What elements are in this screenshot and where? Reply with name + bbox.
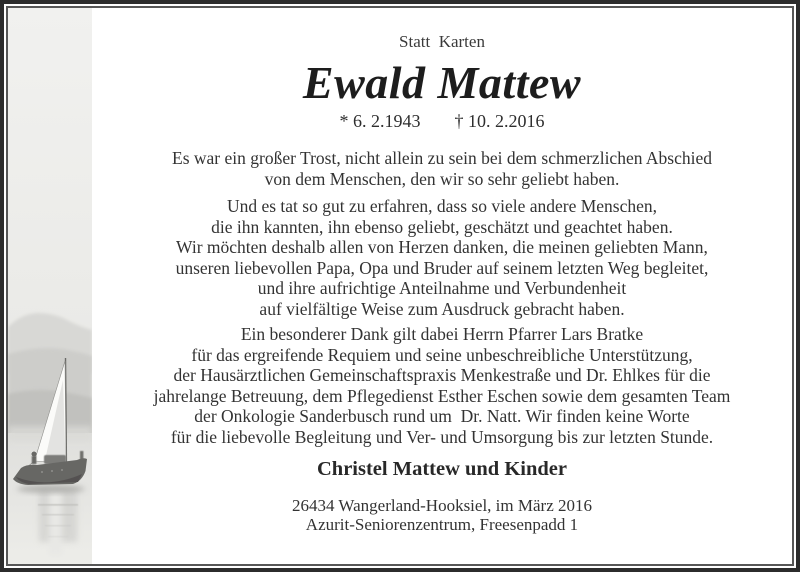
paragraph-line: für die liebevolle Begleitung und Ver- und Umsorgung bis zur letzten Stunde. bbox=[170, 426, 714, 447]
deceased-name: Ewald Mattew bbox=[302, 57, 582, 108]
paragraph-2 bbox=[92, 196, 792, 237]
paragraph-line: für das ergreifende Requiem und seine unbeschreibliche Unterstützung, bbox=[191, 344, 693, 365]
paragraph-line: jahrelange Betreuung, dem Pflegedienst Esther Eschen sowie dem gesamten Team bbox=[153, 385, 731, 406]
address-block bbox=[92, 496, 792, 534]
paragraph-line: und ihre aufrichtige Anteilnahme und Verbundenheit bbox=[257, 278, 627, 299]
paragraph-line: der Hausärztlichen Gemeinschaftspraxis Menkestraße und Dr. Ehlkes für die bbox=[173, 365, 711, 386]
address-line: 26434 Wangerland-Hooksiel, im März 2016 bbox=[291, 496, 592, 516]
address-line: Azurit-Seniorenzentrum, Freesenpadd 1 bbox=[305, 515, 579, 535]
birth-date: * 6. 2.1943 bbox=[339, 111, 421, 132]
paragraph-line: unseren liebevollen Papa, Opa und Bruder auf seinem letzten Weg begleitet, bbox=[175, 257, 709, 278]
notice-body bbox=[92, 8, 792, 564]
paragraph-4 bbox=[92, 324, 792, 447]
paragraph-line: die ihn kannten, ihn ebenso geliebt, geschätzt und geachtet haben. bbox=[211, 216, 673, 237]
kicker-statt-karten: Statt Karten bbox=[399, 32, 485, 51]
paragraph-3 bbox=[92, 237, 792, 319]
paragraph-line: Es war ein großer Trost, nicht allein zu sein bei dem schmerzlichen Abschied bbox=[172, 148, 712, 169]
paragraph-line: Und es tat so gut zu erfahren, dass so viele andere Menschen, bbox=[226, 196, 658, 217]
death-date: † 10. 2.2016 bbox=[454, 111, 545, 132]
paragraph-line: Ein besonderer Dank gilt dabei Herrn Pfarrer Lars Bratke bbox=[240, 324, 644, 345]
paragraph-line: der Onkologie Sanderbusch rund um Dr. Natt. Wir finden keine Worte bbox=[194, 406, 690, 427]
paragraph-line: Wir möchten deshalb allen von Herzen danken, die meinen geliebten Mann, bbox=[176, 237, 708, 258]
life-dates bbox=[92, 111, 792, 132]
paragraph-line: von dem Menschen, den wir so sehr geliebt haben. bbox=[264, 168, 620, 189]
mourners-signature: Christel Mattew und Kinder bbox=[317, 458, 567, 481]
paragraph-1 bbox=[92, 148, 792, 189]
sailboat-photo bbox=[8, 8, 92, 564]
paragraph-line: auf vielfältige Weise zum Ausdruck gebracht haben. bbox=[259, 298, 625, 319]
